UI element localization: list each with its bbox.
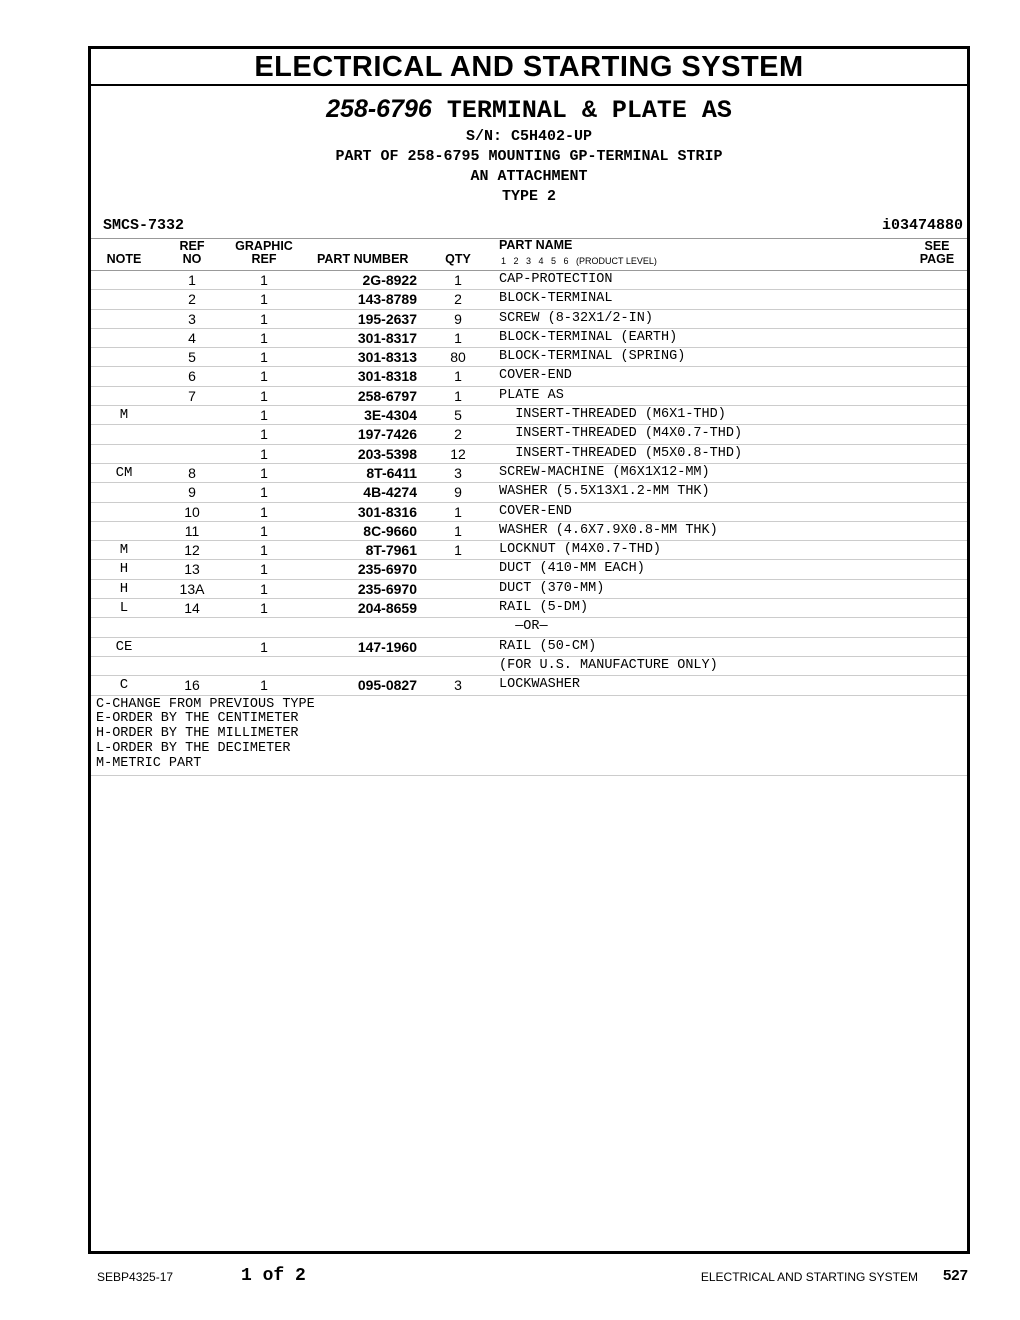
row-part-number[interactable]: 2G-8922 [362,272,417,288]
row-graphic-ref: 1 [260,561,268,578]
row-graphic-ref: 1 [260,542,268,559]
row-note: CM [115,464,133,481]
row-part-name: BLOCK-TERMINAL (EARTH) [499,329,678,345]
row-part-name: DUCT (370-MM) [499,580,605,596]
row-ref-no: 7 [188,387,196,404]
serial-number: S/N: C5H402-UP [465,128,593,145]
row-part-number[interactable]: 8T-6411 [366,464,417,481]
smcs-row [91,216,967,239]
row-part-name: LOCKNUT (M4X0.7-THD) [499,542,662,558]
row-part-number[interactable]: 301-8316 [357,503,417,520]
row-part-name: RAIL (50-CM) [499,638,597,654]
row-qty: 1 [454,387,462,404]
row-part-number[interactable]: 147-1960 [357,638,417,655]
row-ref-no: 10 [184,503,200,520]
table-row [91,580,967,599]
page-footer [0,1266,1020,1288]
header-note: NOTE [106,252,142,266]
row-ref-no: 8 [188,464,196,481]
header-ref-bottom: NO [182,252,202,266]
table-row [91,676,967,695]
row-note: H [119,580,129,597]
row-part-number[interactable]: 235-6970 [357,561,417,578]
row-note: C [119,677,129,694]
legend-line: M-METRIC PART [96,755,202,771]
row-part-name: BLOCK-TERMINAL [499,291,613,307]
row-graphic-ref: 1 [260,503,268,520]
row-part-number[interactable]: 203-5398 [357,445,417,462]
table-row [91,425,967,444]
row-graphic-ref: 1 [260,445,268,462]
row-note: L [119,600,129,617]
header-graphic-bottom: REF [251,252,277,266]
assembly-title [91,96,967,124]
row-ref-no: 16 [184,677,200,694]
row-qty: 9 [454,484,462,501]
row-note: M [119,542,129,559]
row-graphic-ref: 1 [260,638,268,655]
row-graphic-ref: 1 [260,600,268,617]
row-part-number[interactable]: 8C-9660 [363,522,417,539]
row-qty: 12 [450,445,466,462]
table-row [91,271,967,290]
row-part-number[interactable]: 204-8659 [357,600,417,617]
row-part-name: INSERT-THREADED (M5X0.8-THD) [499,445,743,461]
row-graphic-ref: 1 [260,580,268,597]
row-note: CE [115,638,133,655]
row-ref-no: 5 [188,349,196,366]
footer-page-of: 1 of 2 [241,1266,306,1286]
row-note: M [119,407,129,424]
row-qty: 1 [454,542,462,559]
row-part-name: COVER-END [499,503,572,519]
row-part-number[interactable]: 235-6970 [357,580,417,597]
assembly-name: TERMINAL & PLATE AS [446,96,732,125]
row-ref-no: 12 [184,542,200,559]
section-title: ELECTRICAL AND STARTING SYSTEM [91,49,967,86]
header-see-bottom: PAGE [919,252,955,266]
row-qty: 5 [454,407,462,424]
row-ref-no: 9 [188,484,196,501]
row-part-number[interactable]: 143-8789 [357,291,417,308]
row-note: H [119,561,129,578]
footer-doc-id: SEBP4325-17 [97,1270,174,1284]
row-part-number[interactable]: 8T-7961 [365,542,417,559]
table-row [91,483,967,502]
row-part-number[interactable]: 258-6797 [357,387,417,404]
row-part-name: CAP-PROTECTION [499,272,613,287]
row-graphic-ref: 1 [260,484,268,501]
notes-legend [91,696,967,776]
assembly-part-number[interactable]: 258-6796 [326,95,432,123]
row-part-name: SCREW (8-32X1/2-IN) [499,310,653,326]
row-graphic-ref: 1 [260,387,268,404]
row-part-number[interactable]: 195-2637 [357,310,417,327]
row-graphic-ref: 1 [260,272,268,288]
row-part-name: BLOCK-TERMINAL (SPRING) [499,349,686,365]
row-graphic-ref: 1 [260,522,268,539]
row-qty: 1 [454,368,462,385]
row-ref-no: 13 [184,561,200,578]
table-row [91,618,967,637]
row-part-name: PLATE AS [499,387,564,403]
table-row [91,310,967,329]
row-qty: 3 [454,464,462,481]
header-part-number: PART NUMBER [317,252,409,266]
legend-line: C-CHANGE FROM PREVIOUS TYPE [96,696,315,712]
row-ref-no: 13A [179,580,205,597]
row-part-name: (FOR U.S. MANUFACTURE ONLY) [499,657,718,673]
row-part-number[interactable]: 301-8317 [357,329,417,346]
table-row [91,560,967,579]
row-part-number[interactable]: 4B-4274 [363,484,417,501]
row-part-name: WASHER (5.5X13X1.2-MM THK) [499,484,710,500]
illustration-id: i03474880 [881,217,963,234]
row-qty: 1 [454,503,462,520]
legend-line: E-ORDER BY THE CENTIMETER [96,711,299,727]
footer-page-number: 527 [942,1267,968,1284]
row-ref-no: 2 [188,291,196,308]
smcs-code: SMCS-7332 [103,217,185,234]
legend-line: L-ORDER BY THE DECIMETER [96,740,291,756]
row-part-number[interactable]: 3E-4304 [364,407,417,424]
row-part-name: LOCKWASHER [499,677,581,693]
table-row [91,522,967,541]
row-graphic-ref: 1 [260,464,268,481]
table-header [91,239,967,271]
row-qty: 1 [454,329,462,346]
row-graphic-ref: 1 [260,407,268,424]
header-qty: QTY [445,252,471,266]
header-product-level: 1 2 3 4 5 6 (PRODUCT LEVEL) [501,256,657,266]
row-qty: 9 [454,310,462,327]
row-qty: 2 [454,291,462,308]
row-part-number[interactable]: 301-8313 [357,349,417,366]
footer-section: ELECTRICAL AND STARTING SYSTEM [700,1270,918,1284]
row-part-name: WASHER (4.6X7.9X0.8-MM THK) [499,522,718,538]
row-ref-no: 11 [184,522,200,539]
table-row [91,638,967,657]
header-ref-top: REF [179,239,205,253]
legend-line: H-ORDER BY THE MILLIMETER [96,726,299,742]
row-part-name: INSERT-THREADED (M6X1-THD) [499,407,726,423]
row-part-name: COVER-END [499,368,572,384]
row-ref-no: 3 [188,310,196,327]
header-see-top: SEE [924,239,950,253]
parts-table-body [91,271,967,696]
type-line: TYPE 2 [501,188,556,205]
row-part-name: SCREW-MACHINE (M6X1X12-MM) [499,464,710,480]
row-part-name: RAIL (5-DM) [499,600,589,616]
row-ref-no: 14 [184,600,200,617]
table-row [91,406,967,425]
table-row [91,503,967,522]
table-row [91,348,967,367]
row-graphic-ref: 1 [260,677,268,694]
row-part-number[interactable]: 095-0827 [357,677,417,694]
row-part-name: —OR— [499,619,548,635]
row-ref-no: 1 [188,272,196,288]
row-qty: 1 [454,272,462,288]
row-qty: 2 [454,426,462,443]
row-graphic-ref: 1 [260,310,268,327]
table-row [91,657,967,676]
row-part-name: DUCT (410-MM EACH) [499,561,645,577]
header-part-name: PART NAME [499,238,573,252]
row-ref-no: 4 [188,329,196,346]
row-qty: 3 [454,677,462,694]
table-row [91,541,967,560]
row-graphic-ref: 1 [260,368,268,385]
table-row [91,445,967,464]
row-part-number[interactable]: 301-8318 [357,368,417,385]
table-row [91,387,967,406]
table-row [91,329,967,348]
attachment-line: AN ATTACHMENT [470,168,588,185]
table-row [91,290,967,309]
row-graphic-ref: 1 [260,349,268,366]
row-graphic-ref: 1 [260,329,268,346]
page-frame [88,46,970,1254]
header-graphic-top: GRAPHIC [235,239,293,253]
table-row [91,464,967,483]
row-graphic-ref: 1 [260,426,268,443]
row-qty: 1 [454,522,462,539]
part-of-line: PART OF 258-6795 MOUNTING GP-TERMINAL STRIP [335,148,723,165]
row-ref-no: 6 [188,368,196,385]
row-qty: 80 [450,349,466,366]
table-row [91,599,967,618]
row-part-number[interactable]: 197-7426 [357,426,417,443]
table-row [91,367,967,386]
row-part-name: INSERT-THREADED (M4X0.7-THD) [499,426,743,442]
row-graphic-ref: 1 [260,291,268,308]
